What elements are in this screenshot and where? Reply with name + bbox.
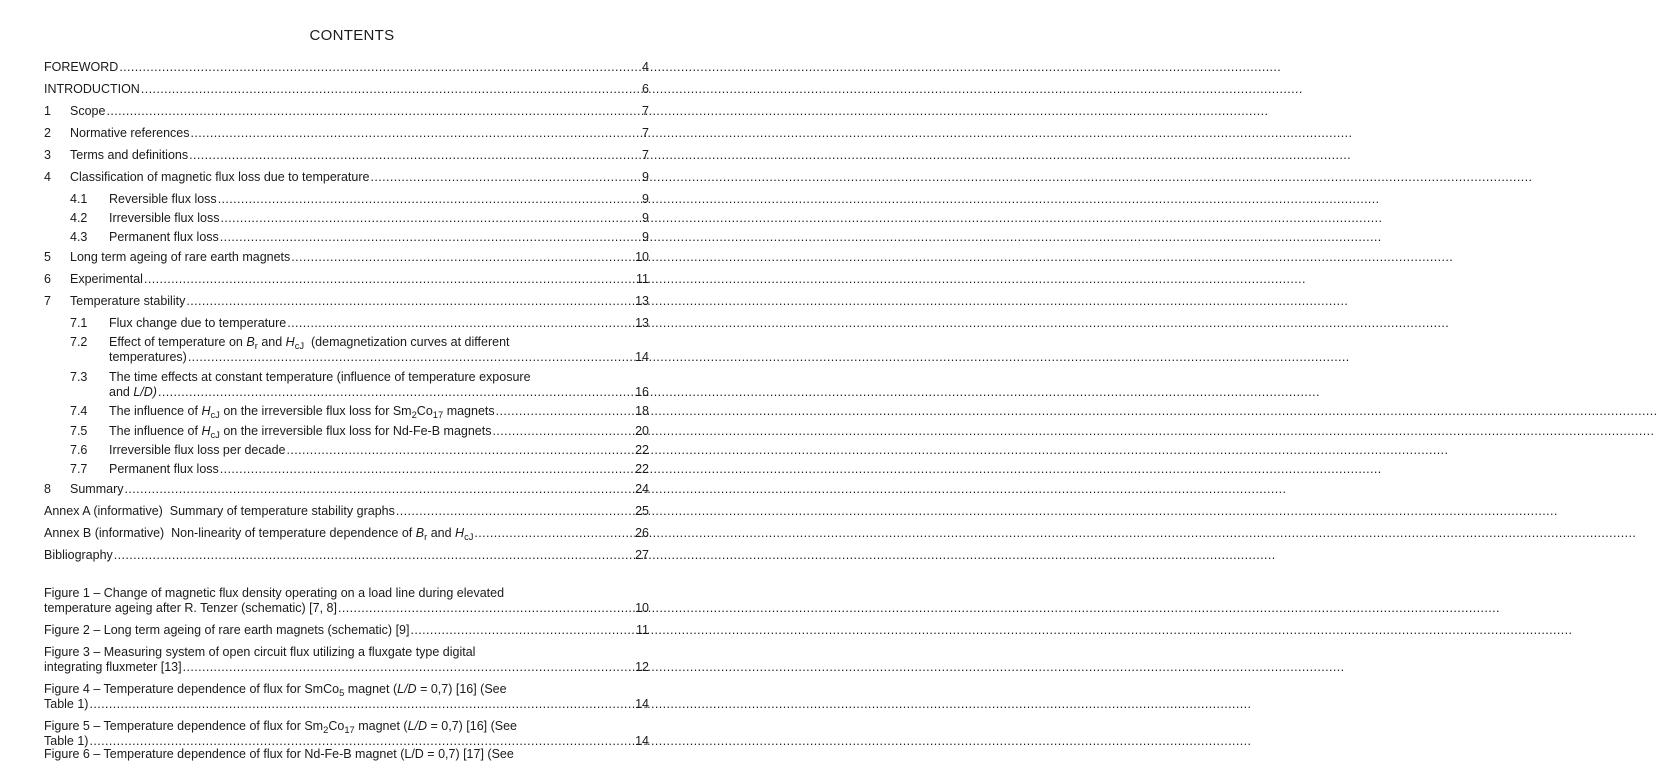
toc-entry-long-term-ageing[interactable]: 5 Long term ageing of rare earth magnets ..... 10 bbox=[44, 250, 649, 265]
toc-entry-influence-hcj-ndfeb[interactable]: 7.5 The influence of $H_{cJ}$ on the irreversible flux loss for Nd-Fe-B magnets ..... 20 bbox=[70, 424, 649, 439]
toc-figure-1[interactable]: Figure 1 – Change of magnetic flux density operating on a load line during elevated temperature ageing after R. Tenzer (schematic) [7, 8] ..... 10 bbox=[44, 586, 649, 616]
toc-entry-time-effects[interactable]: 7.3 The time effects at constant temperature (influence of temperature exposure and L/D) ..... 16 bbox=[70, 370, 649, 400]
toc-entry-foreword[interactable]: FOREWORD ..... 4 bbox=[44, 60, 649, 75]
toc-entry-influence-hcj-smco[interactable]: 7.4 The influence of $H_{cJ}$ on the irreversible flux loss for $Sm_2Co_{17}$ magnets ..... 18 bbox=[70, 404, 649, 419]
toc-entry-permanent-flux-loss-2[interactable]: 7.7 Permanent flux loss ..... 22 bbox=[70, 462, 649, 477]
toc-entry-experimental[interactable]: 6 Experimental ..... 11 bbox=[44, 272, 649, 287]
toc-entry-irreversible-flux-loss[interactable]: 4.2 Irreversible flux loss ..... 9 bbox=[70, 211, 649, 226]
page-title: CONTENTS bbox=[309, 27, 395, 44]
toc-figure-2[interactable]: Figure 2 – Long term ageing of rare earth magnets (schematic) [9] ..... 11 bbox=[44, 623, 649, 638]
toc-entry-introduction[interactable]: INTRODUCTION ..... 6 bbox=[44, 82, 649, 97]
toc-entry-normative-references[interactable]: 2 Normative references ..... 7 bbox=[44, 126, 649, 141]
toc-figure-4[interactable]: Figure 4 – Temperature dependence of flux for SmCo$_5$ magnet (L/D = 0,7) [16] (See Table 1) ..... 14 bbox=[44, 682, 649, 712]
toc-entry-classification[interactable]: 4 Classification of magnetic flux loss due to temperature ..... 9 bbox=[44, 170, 649, 185]
toc-entry-terms-definitions[interactable]: 3 Terms and definitions ..... 7 bbox=[44, 148, 649, 163]
toc-figure-6-clipped: Figure 6 – Temperature dependence of flux for Nd-Fe-B magnet (L/D = 0,7) [17] (See bbox=[44, 747, 514, 761]
toc-entry-flux-change[interactable]: 7.1 Flux change due to temperature ..... 13 bbox=[70, 316, 649, 331]
toc-entry-annex-b[interactable]: Annex B (informative) Non-linearity of temperature dependence of $B_r$ and $H_{cJ}$ ..... 26 bbox=[44, 526, 649, 541]
toc-page bbox=[0, 0, 704, 762]
toc-entry-reversible-flux-loss[interactable]: 4.1 Reversible flux loss ..... 9 bbox=[70, 192, 649, 207]
toc-figure-3[interactable]: Figure 3 – Measuring system of open circuit flux utilizing a fluxgate type digital integrating fluxmeter [13] ..... 12 bbox=[44, 645, 649, 675]
toc-entry-scope[interactable]: 1 Scope ..... 7 bbox=[44, 104, 649, 119]
toc-entry-permanent-flux-loss[interactable]: 4.3 Permanent flux loss ..... 9 bbox=[70, 230, 649, 245]
toc-entry-effect-of-temperature[interactable]: 7.2 Effect of temperature on $B_r$ and $H_{cJ}$ (demagnetization curves at different temperatures) ..... 14 bbox=[70, 335, 649, 365]
toc-entry-temperature-stability[interactable]: 7 Temperature stability ..... 13 bbox=[44, 294, 649, 309]
toc-entry-bibliography[interactable]: Bibliography ..... 27 bbox=[44, 548, 649, 563]
toc-entry-summary[interactable]: 8 Summary ..... 24 bbox=[44, 482, 649, 497]
toc-figure-5[interactable]: Figure 5 – Temperature dependence of flux for $Sm_2Co_{17}$ magnet (L/D = 0,7) [16] (See Table 1) ..... 14 bbox=[44, 719, 649, 749]
toc-entry-annex-a[interactable]: Annex A (informative) Summary of temperature stability graphs ..... 25 bbox=[44, 504, 649, 519]
toc-entry-irreversible-per-decade[interactable]: 7.6 Irreversible flux loss per decade ..... 22 bbox=[70, 443, 649, 458]
